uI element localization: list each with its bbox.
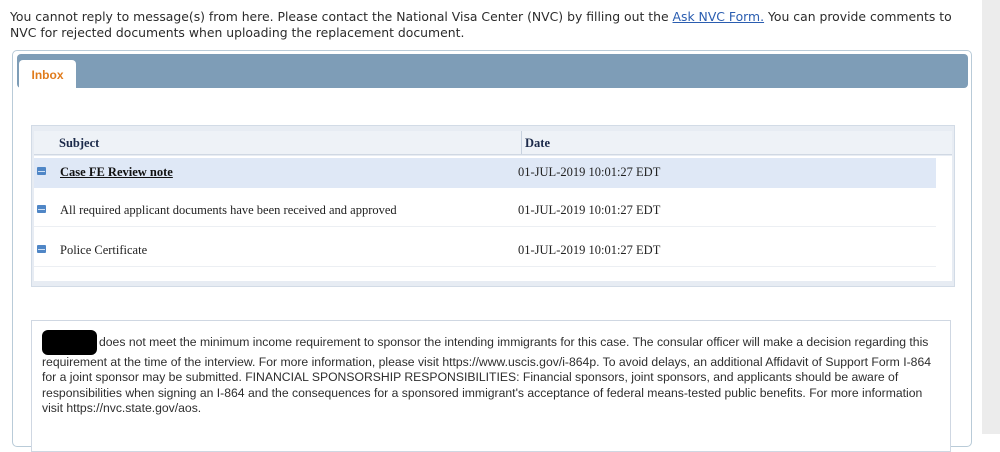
column-header-date[interactable]: Date	[525, 136, 550, 150]
envelope-icon	[37, 245, 46, 253]
message-list	[31, 125, 955, 287]
tab-bar	[17, 54, 968, 88]
message-subject[interactable]: Police Certificate	[60, 243, 148, 257]
message-body-panel	[31, 320, 951, 452]
notice-text: You cannot reply to message(s) from here. Please contact the National Visa Center (NVC) by filling out the	[10, 9, 673, 24]
message-date: 01-JUL-2019 10:01:27 EDT	[518, 243, 661, 257]
column-header-subject[interactable]: Subject	[59, 136, 100, 150]
message-subject-link[interactable]: Case FE Review note	[60, 165, 173, 179]
column-divider	[521, 131, 522, 154]
message-text: does not meet the minimum income requirement to sponsor the intending immigrants for this case. The consular officer will make a decision regarding this requirement at the time of the interview. For more information, please visit https://www.uscis.gov/i-864p. To avoid delays, an additional Affidavit of Support Form I-864 for a joint sponsor may be submitted. FINANCIAL SPONSORSHIP RESPONSIBILITIES: Financial sponsors, joint sponsors, and applicants should be aware of responsibilities when signing an I-864 and the consequences for a sponsored immigrant's acceptance of federal means-tested public benefits. For more information visit https://nvc.state.gov/aos.	[42, 335, 931, 416]
table-body	[34, 156, 952, 281]
table-row[interactable]	[34, 236, 936, 267]
redaction-block	[42, 330, 97, 355]
message-body	[42, 330, 942, 417]
notice-text-continued: You can provide comments to NVC for rejected documents when uploading the replacement document.	[10, 9, 952, 40]
table-row[interactable]	[34, 158, 936, 188]
envelope-icon	[37, 205, 46, 213]
tab-inbox[interactable]: Inbox	[19, 60, 76, 88]
message-date: 01-JUL-2019 10:01:27 EDT	[518, 203, 661, 217]
table-row[interactable]	[34, 196, 936, 227]
message-date: 01-JUL-2019 10:01:27 EDT	[518, 165, 661, 179]
inbox-panel	[12, 50, 972, 447]
page-scrollbar[interactable]	[982, 0, 1000, 434]
ask-nvc-form-link[interactable]: Ask NVC Form.	[672, 9, 765, 24]
table-header	[34, 131, 952, 155]
message-subject[interactable]: All required applicant documents have been received and approved	[60, 203, 397, 217]
envelope-icon	[37, 167, 46, 175]
reply-notice	[10, 9, 960, 41]
